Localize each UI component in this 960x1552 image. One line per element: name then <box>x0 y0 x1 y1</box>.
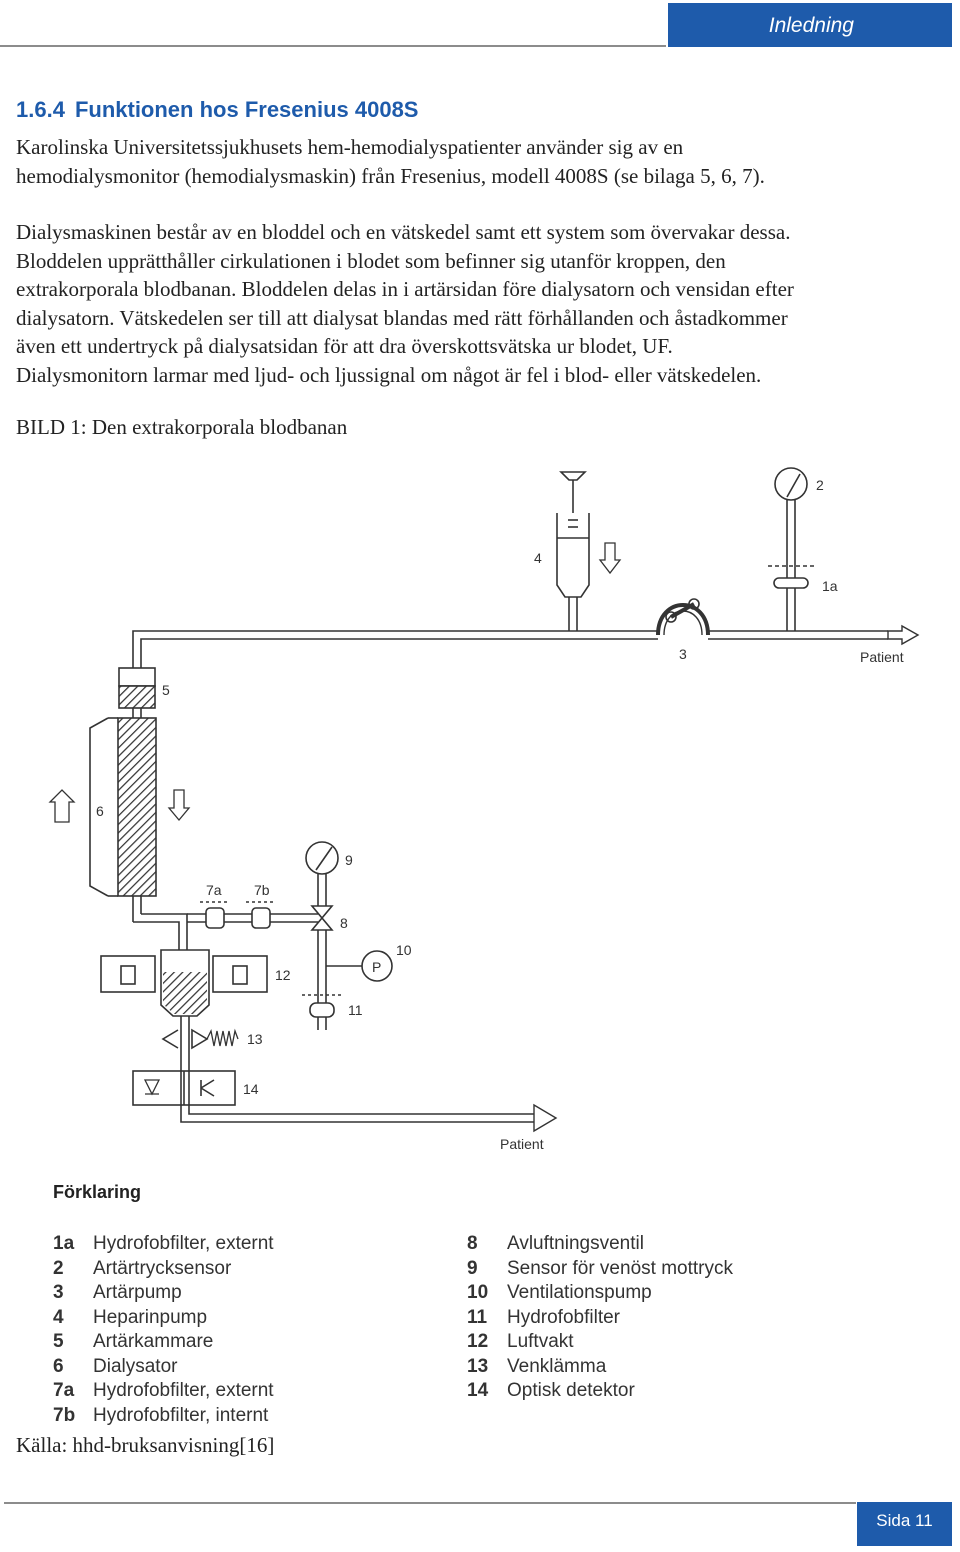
blood-circuit-diagram <box>0 455 960 1155</box>
label-12: 12 <box>275 967 291 983</box>
label-1a: 1a <box>822 578 838 594</box>
figure-caption: BILD 1: Den extrakorporala blodbanan <box>16 415 348 439</box>
arterial-line-outer <box>133 631 658 668</box>
label-9: 9 <box>345 852 353 868</box>
page-number-tab: Sida 11 <box>857 1502 952 1546</box>
legend-item: 10 Ventilationspump <box>467 1282 652 1303</box>
legend-item: 6 Dialysator <box>53 1355 178 1377</box>
dialysate-up-arrow <box>50 790 74 822</box>
label-14: 14 <box>243 1081 259 1097</box>
legend-left-column <box>53 1232 274 1428</box>
clamp-spring <box>207 1031 238 1046</box>
legend-item: 7b Hydrofobfilter, internt <box>53 1404 269 1426</box>
legend-title: Förklaring <box>53 1182 142 1202</box>
text-line: Dialysmaskinen består av en bloddel och en vätskedel samt ett system som övervakar dessa. <box>16 220 791 244</box>
label-13: 13 <box>247 1031 263 1047</box>
patient-out-arrow <box>534 1105 556 1131</box>
label-7a: 7a <box>206 882 222 898</box>
label-11: 11 <box>348 1002 363 1018</box>
label-3: 3 <box>679 646 687 662</box>
paragraph-description <box>16 218 794 389</box>
label-7b: 7b <box>254 882 270 898</box>
legend-right-column <box>467 1232 733 1404</box>
dialysate-down-arrow <box>169 790 189 820</box>
label-4: 4 <box>534 550 542 566</box>
text-line: Bloddelen upprätthåller cirkulationen i blodet som befinner sig utanför kroppen, den <box>16 248 726 273</box>
arterial-line-inner <box>141 639 658 668</box>
label-8: 8 <box>340 915 348 931</box>
text-line: Karolinska Universitetssjukhusets hem-hemodialyspatienter använder sig av en <box>16 135 684 159</box>
arterial-chamber-top <box>119 668 155 686</box>
section-number: 1.6.4 <box>16 97 65 122</box>
label-patient-out: Patient <box>500 1136 544 1152</box>
label-p: P <box>372 959 382 975</box>
section-heading <box>16 97 418 123</box>
paragraph-intro <box>16 133 765 190</box>
legend-item: 11 Hydrofobfilter <box>467 1306 620 1328</box>
legend-item: 13 Venklämma <box>467 1355 607 1377</box>
text-line: extrakorporala blodbanan. Bloddelen delas in i artärsidan före dialysatorn och vensidan efter <box>16 277 794 301</box>
patient-in-arrow <box>888 626 918 644</box>
syringe-barrel <box>557 513 589 597</box>
air-detector-right <box>213 956 267 992</box>
pressure-gauge-2 <box>775 468 807 500</box>
text-line: hemodialysmonitor (hemodialysmaskin) från Fresenius, modell 4008S (se bilaga 5, 6, 7). <box>16 163 765 188</box>
label-10: 10 <box>396 942 412 958</box>
clamp-right-jaw <box>192 1030 207 1048</box>
deaeration-valve-8 <box>312 906 332 930</box>
legend-item: 14 Optisk detektor <box>467 1380 635 1401</box>
legend-item: 5 Artärkammare <box>53 1331 214 1352</box>
label-5: 5 <box>162 682 170 698</box>
text-line: dialysatorn. Vätskedelen ser till att dialysat blandas med rätt förhållanden och åstadkommer <box>16 305 788 330</box>
chapter-tab: Inledning <box>668 3 952 47</box>
legend-item: 1a Hydrofobfilter, externt <box>53 1233 274 1254</box>
legend-item: 9 Sensor för venöst mottryck <box>467 1257 733 1279</box>
legend-item: 7a Hydrofobfilter, externt <box>53 1380 274 1401</box>
filter-11 <box>310 1003 334 1017</box>
label-2: 2 <box>816 477 824 493</box>
text-line: även ett undertryck på dialysatsidan för att dra överskottsvätska ur blodet, UF. <box>16 334 673 358</box>
text-line: Dialysmonitorn larmar med ljud- och ljussignal om något är fel i blod- eller vätskedelen. <box>16 362 762 387</box>
syringe-plunger-top <box>561 472 585 480</box>
label-6: 6 <box>96 803 104 819</box>
figure-source: Källa: hhd-bruksanvisning[16] <box>16 1433 275 1457</box>
legend-item: 3 Artärpump <box>53 1282 182 1303</box>
header-rule <box>0 45 666 47</box>
footer-rule <box>4 1502 856 1504</box>
legend-item: 2 Artärtrycksensor <box>53 1257 232 1279</box>
dialyzer <box>118 718 156 896</box>
legend-item: 4 Heparinpump <box>53 1306 208 1328</box>
venous-pressure-gauge-9 <box>306 842 338 874</box>
filter-7a <box>206 908 224 928</box>
syringe-arrow-down <box>600 543 620 573</box>
section-title: Funktionen hos Fresenius 4008S <box>74 97 419 122</box>
label-patient-in: Patient <box>860 649 904 665</box>
filter-7b <box>252 908 270 928</box>
legend-item: 8 Avluftningsventil <box>467 1233 644 1254</box>
filter-1a <box>774 578 808 588</box>
legend-item: 12 Luftvakt <box>467 1331 574 1352</box>
air-detector-left <box>101 956 155 992</box>
clamp-left-jaw <box>163 1030 178 1048</box>
